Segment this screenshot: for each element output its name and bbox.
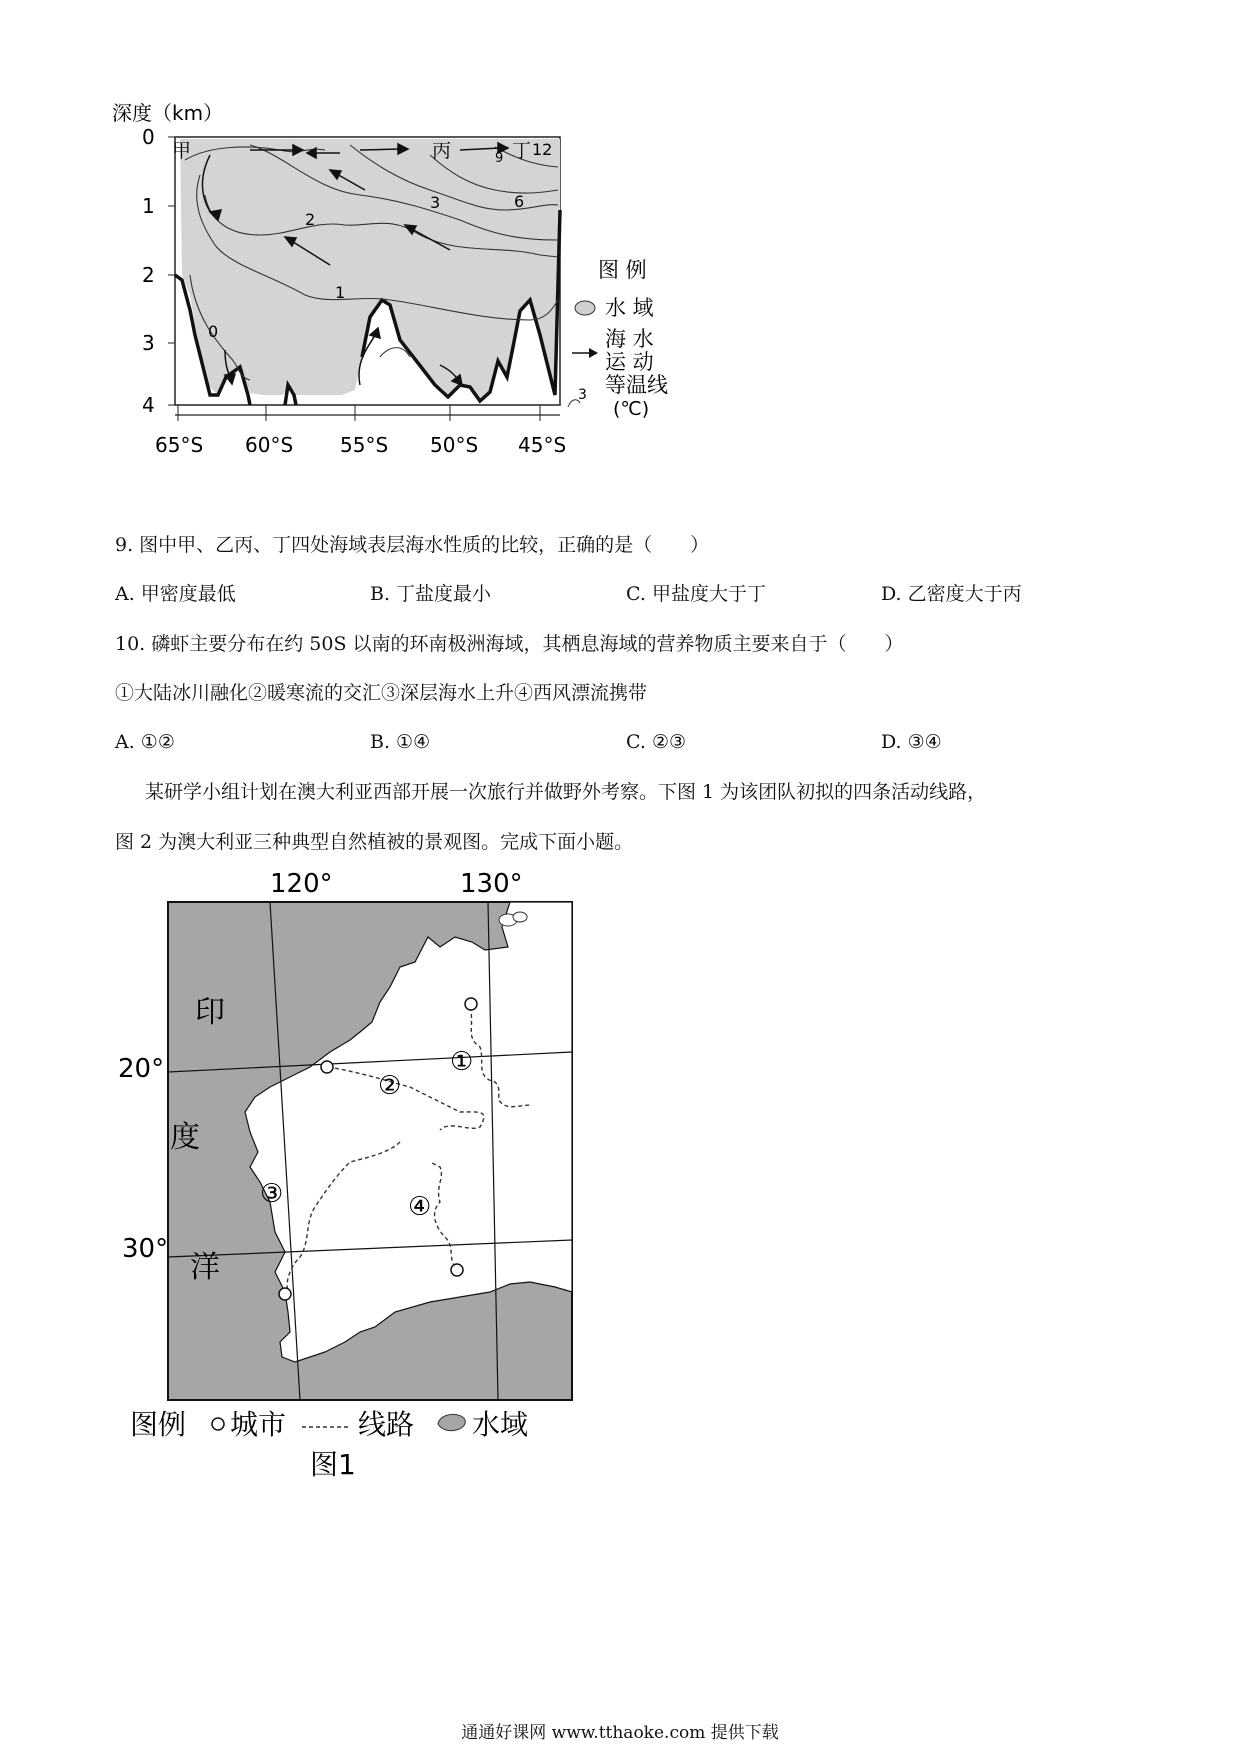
legend-current-2: 运 动 — [605, 350, 654, 374]
isotherm-label-12: 12 — [532, 140, 553, 159]
label-jia: 甲 — [172, 140, 192, 162]
question-9-stem: 9. 图中甲、乙丙、丁四处海域表层海水性质的比较，正确的是（ ） — [115, 534, 710, 556]
legend-current-1: 海 水 — [605, 327, 654, 351]
question-10-stem: 10. 磷虾主要分布在约 50S 以南的环南极洲海域，其栖息海域的营养物质主要来自于（ ） — [115, 633, 904, 655]
legend-isotherm-2: (℃) — [613, 398, 650, 420]
city-marker — [321, 1061, 333, 1073]
legend-water-icon — [438, 1414, 465, 1430]
isotherm-label-3: 3 — [430, 193, 441, 212]
label-ding: 丁 — [512, 140, 532, 162]
legend-title: 图 例 — [598, 258, 647, 282]
map-legend-water: 水域 — [472, 1408, 529, 1441]
page-footer: 通通好课网 www.tthaoke.com 提供下载 — [461, 1723, 779, 1743]
q9-option-c: C. 甲盐度大于丁 — [626, 583, 766, 605]
ocean-char-yang: 洋 — [190, 1250, 220, 1285]
map-legend — [130, 1408, 528, 1441]
lon-label-130: 130° — [460, 869, 523, 899]
x-tick-45S: 45°S — [518, 433, 567, 457]
lon-label-120: 120° — [270, 869, 333, 899]
isotherm-label-9: 9 — [495, 151, 504, 166]
x-tick-55S: 55°S — [340, 433, 389, 457]
x-tick-65S: 65°S — [155, 433, 204, 457]
y-tick-2: 2 — [142, 263, 155, 287]
y-tick-1: 1 — [142, 194, 155, 218]
legend-water: 水 域 — [605, 296, 654, 320]
city-marker — [465, 998, 477, 1010]
legend-water-swatch — [575, 301, 595, 315]
q9-option-a: A. 甲密度最低 — [115, 583, 236, 605]
route-label-1: ① — [450, 1047, 474, 1077]
figure-caption: 图1 — [310, 1448, 356, 1481]
y-tick-0: 0 — [142, 125, 155, 149]
legend-city-icon — [212, 1418, 224, 1430]
legend-isotherm-sample-label: 3 — [578, 387, 587, 403]
legend-isotherm-1: 等温线 — [605, 373, 668, 397]
label-bing: 丙 — [432, 140, 452, 162]
passage-line-2: 图 2 为澳大利亚三种典型自然植被的景观图。完成下面小题。 — [115, 831, 634, 853]
isotherm-label-2: 2 — [305, 210, 316, 229]
q10-option-a: A. ①② — [115, 731, 175, 753]
map-legend-route: 线路 — [358, 1408, 415, 1441]
question-10-sub: ①大陆冰川融化②暖寒流的交汇③深层海水上升④西风漂流携带 — [115, 682, 648, 704]
map-legend-city: 城市 — [230, 1408, 287, 1441]
lat-label-20: 20° — [118, 1054, 165, 1084]
y-tick-4: 4 — [142, 393, 155, 417]
ocean-char-yin: 印 — [195, 995, 225, 1030]
x-tick-60S: 60°S — [245, 433, 294, 457]
ocean-section-figure — [100, 95, 780, 515]
x-axis — [155, 405, 566, 457]
q9-option-b: B. 丁盐度最小 — [370, 583, 492, 605]
q10-option-c: C. ②③ — [626, 731, 687, 753]
y-axis-title: 深度（km） — [112, 101, 224, 125]
route-label-4: ④ — [408, 1192, 432, 1222]
route-label-2: ② — [378, 1071, 402, 1101]
map-figure — [110, 862, 610, 1482]
q10-option-b: B. ①④ — [370, 731, 431, 753]
city-marker — [279, 1288, 291, 1300]
ocean-legend — [568, 258, 668, 420]
isotherm-label-1: 1 — [335, 283, 346, 302]
passage-line-1: 某研学小组计划在澳大利亚西部开展一次旅行并做野外考察。下图 1 为该团队初拟的四条活动线路， — [145, 781, 987, 803]
ocean-char-du: 度 — [170, 1120, 200, 1155]
route-label-3: ③ — [260, 1179, 284, 1209]
lat-label-30: 30° — [122, 1234, 169, 1264]
q9-option-d: D. 乙密度大于丙 — [881, 583, 1022, 605]
isotherm-label-6: 6 — [514, 192, 525, 211]
isotherm-label-0: 0 — [208, 322, 219, 341]
y-tick-3: 3 — [142, 331, 155, 355]
city-marker — [451, 1264, 463, 1276]
y-axis — [142, 125, 175, 417]
water-area — [180, 139, 560, 400]
q10-option-d: D. ③④ — [881, 731, 942, 753]
x-tick-50S: 50°S — [430, 433, 479, 457]
map-legend-title: 图例 — [130, 1408, 187, 1441]
